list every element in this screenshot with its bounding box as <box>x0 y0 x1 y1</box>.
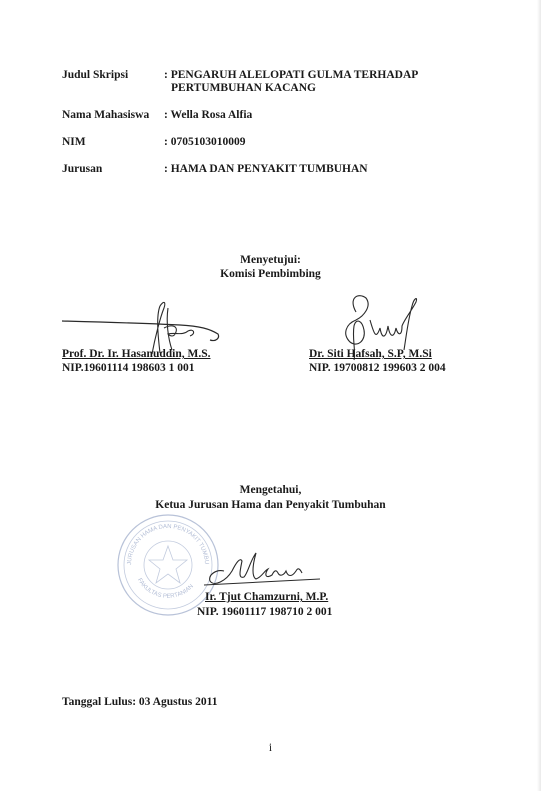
nim-label: NIM <box>62 136 86 148</box>
supervisor2-name: Dr. Siti Hafsah, S.P, M.Si <box>309 348 432 360</box>
judul-value-line2: PERTUMBUHAN KACANG <box>171 82 316 94</box>
stamp-text-top: JURUSAN HAMA DAN PENYAKIT TUMBUHAN <box>110 506 210 566</box>
page-edge-shadow <box>537 0 541 791</box>
acknowledge-line1: Mengetahui, <box>239 484 302 496</box>
judul-value-line1: : PENGARUH ALELOPATI GULMA TERHADAP <box>164 69 419 81</box>
nama-label: Nama Mahasiswa <box>62 109 150 121</box>
page-number: i <box>268 742 273 754</box>
head-name: Ir. Tjut Chamzurni, M.P. <box>205 591 329 603</box>
approval-line2: Komisi Pembimbing <box>220 268 321 280</box>
jurusan-label: Jurusan <box>62 163 103 175</box>
supervisor2-nip: NIP. 19700812 199603 2 004 <box>309 362 446 374</box>
svg-text:JURUSAN HAMA DAN PENYAKIT TUMB <box>111 506 209 565</box>
graduation-date: Tanggal Lulus: 03 Agustus 2011 <box>62 696 218 708</box>
signature-chamzurni <box>200 545 325 595</box>
approval-line1: Menyetujui: <box>240 254 301 266</box>
judul-label: Judul Skripsi <box>62 69 129 81</box>
supervisor1-name: Prof. Dr. Ir. Hasanuddin, M.S. <box>62 348 211 360</box>
stamp-text-bottom: FAKULTAS PERTANIAN <box>136 577 195 600</box>
supervisor1-nip: NIP.19601114 198603 1 001 <box>62 362 195 374</box>
nim-value: : 0705103010009 <box>164 136 246 148</box>
nama-value: : Wella Rosa Alfia <box>164 109 253 121</box>
head-nip: NIP. 19601117 198710 2 001 <box>197 606 333 618</box>
acknowledge-line2: Ketua Jurusan Hama dan Penyakit Tumbuhan <box>155 499 386 511</box>
jurusan-value: : HAMA DAN PENYAKIT TUMBUHAN <box>164 163 368 175</box>
